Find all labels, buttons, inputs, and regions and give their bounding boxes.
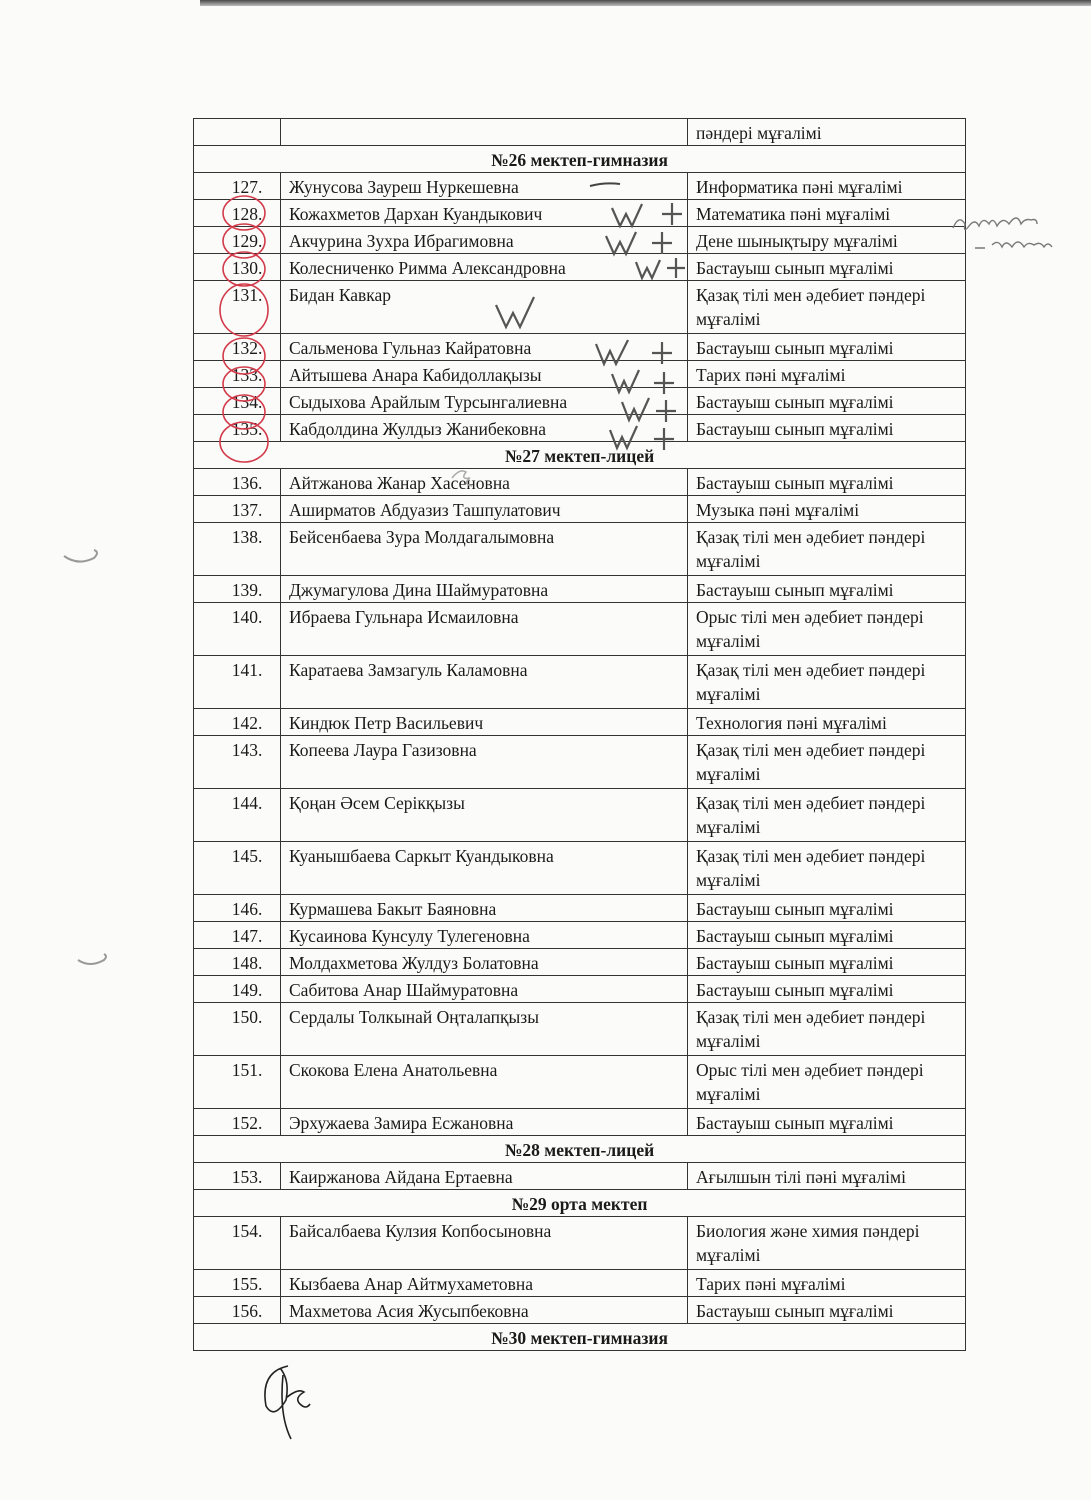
teacher-subject: Музыка пәні мұғалімі — [688, 496, 966, 523]
row-number: 146. — [194, 895, 281, 922]
teacher-name: Каратаева Замзагуль Каламовна — [281, 656, 688, 709]
teacher-subject: Тарих пәні мұғалімі — [688, 361, 966, 388]
row-number: 148. — [194, 949, 281, 976]
teacher-subject: Дене шынықтыру мұғалімі — [688, 227, 966, 254]
table-row — [194, 227, 966, 254]
table-row — [194, 1056, 966, 1109]
teacher-subject: Орыс тілі мен әдебиет пәндері мұғалімі — [688, 603, 966, 656]
row-number: 145. — [194, 842, 281, 895]
row-number: 127. — [194, 173, 281, 200]
teacher-name: Қоңан Әсем Серікқызы — [281, 789, 688, 842]
teacher-subject: Бастауыш сынып мұғалімі — [688, 415, 966, 442]
teacher-subject: Бастауыш сынып мұғалімі — [688, 254, 966, 281]
table-row — [194, 1297, 966, 1324]
row-number: 139. — [194, 576, 281, 603]
table-row — [194, 1270, 966, 1297]
table-row — [194, 173, 966, 200]
teacher-subject: Тарих пәні мұғалімі — [688, 1270, 966, 1297]
school-title: №29 орта мектеп — [194, 1190, 966, 1217]
teacher-name: Сабитова Анар Шаймуратовна — [281, 976, 688, 1003]
row-number: 155. — [194, 1270, 281, 1297]
teacher-subject: Информатика пәні мұғалімі — [688, 173, 966, 200]
table-row — [194, 200, 966, 227]
teacher-name: Колесниченко Римма Александровна — [281, 254, 688, 281]
row-number: 137. — [194, 496, 281, 523]
row-number: 128. — [194, 200, 281, 227]
table-row — [194, 922, 966, 949]
teacher-subject: Бастауыш сынып мұғалімі — [688, 895, 966, 922]
table-row — [194, 415, 966, 442]
row-number: 136. — [194, 469, 281, 496]
school-header-row — [194, 1324, 966, 1351]
teacher-subject: Бастауыш сынып мұғалімі — [688, 388, 966, 415]
row-number: 149. — [194, 976, 281, 1003]
teacher-name: Сальменова Гульназ Кайратовна — [281, 334, 688, 361]
school-header-row — [194, 1190, 966, 1217]
table-row — [194, 976, 966, 1003]
table-row — [194, 1217, 966, 1270]
school-header-row — [194, 442, 966, 469]
row-number: 156. — [194, 1297, 281, 1324]
school-title: №30 мектеп-гимназия — [194, 1324, 966, 1351]
row-number: 130. — [194, 254, 281, 281]
row-number: 141. — [194, 656, 281, 709]
row-number — [194, 119, 281, 146]
table-row — [194, 388, 966, 415]
punch-hole-mark — [78, 954, 106, 964]
punch-hole-mark — [64, 550, 97, 562]
teacher-subject: Бастауыш сынып мұғалімі — [688, 334, 966, 361]
teacher-name: Бидан Кавкар — [281, 281, 688, 334]
table-row — [194, 469, 966, 496]
teacher-name: Кызбаева Анар Айтмухаметовна — [281, 1270, 688, 1297]
table-row — [194, 949, 966, 976]
row-number: 135. — [194, 415, 281, 442]
teacher-name: Сыдыхова Арайлым Турсынгалиевна — [281, 388, 688, 415]
teacher-subject: Ағылшын тілі пәні мұғалімі — [688, 1163, 966, 1190]
table-row — [194, 496, 966, 523]
teacher-subject: Қазақ тілі мен әдебиет пәндері мұғалімі — [688, 656, 966, 709]
teacher-subject: Технология пәні мұғалімі — [688, 709, 966, 736]
teacher-subject: пәндері мұғалімі — [688, 119, 966, 146]
row-number: 143. — [194, 736, 281, 789]
teacher-name: Акчурина Зухра Ибрагимовна — [281, 227, 688, 254]
row-number: 147. — [194, 922, 281, 949]
school-title: №28 мектеп-лицей — [194, 1136, 966, 1163]
table-row — [194, 656, 966, 709]
teacher-subject: Бастауыш сынып мұғалімі — [688, 949, 966, 976]
school-title: №27 мектеп-лицей — [194, 442, 966, 469]
teacher-name: Кусаинова Кунсулу Тулегеновна — [281, 922, 688, 949]
table-row — [194, 281, 966, 334]
teacher-name: Куанышбаева Саркыт Куандыковна — [281, 842, 688, 895]
teacher-subject: Қазақ тілі мен әдебиет пәндері мұғалімі — [688, 736, 966, 789]
teacher-subject: Қазақ тілі мен әдебиет пәндері мұғалімі — [688, 842, 966, 895]
teacher-name: Эрхужаева Замира Есжановна — [281, 1109, 688, 1136]
teacher-name: Аширматов Абдуазиз Ташпулатович — [281, 496, 688, 523]
teacher-subject: Математика пәні мұғалімі — [688, 200, 966, 227]
teacher-name: Курмашева Бакыт Баяновна — [281, 895, 688, 922]
table-row — [194, 254, 966, 281]
table-row — [194, 1109, 966, 1136]
teacher-subject: Биология және химия пәндері мұғалімі — [688, 1217, 966, 1270]
teacher-name: Бейсенбаева Зура Молдагалымовна — [281, 523, 688, 576]
table-row — [194, 1003, 966, 1056]
table-row — [194, 576, 966, 603]
teacher-subject: Бастауыш сынып мұғалімі — [688, 976, 966, 1003]
teacher-name: Байсалбаева Кулзия Копбосыновна — [281, 1217, 688, 1270]
teacher-name: Скокова Елена Анатольевна — [281, 1056, 688, 1109]
row-number: 129. — [194, 227, 281, 254]
margin-note-handwriting — [953, 218, 1052, 248]
teacher-name: Киндюк Петр Васильевич — [281, 709, 688, 736]
teacher-subject: Бастауыш сынып мұғалімі — [688, 576, 966, 603]
table-row — [194, 523, 966, 576]
teacher-name: Айтжанова Жанар Хасеновна — [281, 469, 688, 496]
teacher-list-body — [194, 119, 966, 1351]
teacher-list-table — [193, 118, 966, 1351]
teacher-name: Молдахметова Жулдуз Болатовна — [281, 949, 688, 976]
row-number: 131. — [194, 281, 281, 334]
row-number: 151. — [194, 1056, 281, 1109]
table-row — [194, 603, 966, 656]
teacher-name: Сердалы Толкынай Оңталапқызы — [281, 1003, 688, 1056]
table-row — [194, 789, 966, 842]
teacher-name — [281, 119, 688, 146]
teacher-name: Айтышева Анара Кабидоллақызы — [281, 361, 688, 388]
teacher-subject: Бастауыш сынып мұғалімі — [688, 922, 966, 949]
teacher-name: Каиржанова Айдана Ертаевна — [281, 1163, 688, 1190]
table-row — [194, 334, 966, 361]
scan-top-edge — [200, 0, 1091, 6]
teacher-name: Махметова Асия Жусыпбековна — [281, 1297, 688, 1324]
row-number: 150. — [194, 1003, 281, 1056]
table-row — [194, 361, 966, 388]
teacher-subject: Бастауыш сынып мұғалімі — [688, 1297, 966, 1324]
table-row — [194, 736, 966, 789]
teacher-name: Кожахметов Дархан Куандыкович — [281, 200, 688, 227]
signature-mark — [265, 1366, 310, 1439]
table-row — [194, 1163, 966, 1190]
row-number: 144. — [194, 789, 281, 842]
teacher-subject: Қазақ тілі мен әдебиет пәндері мұғалімі — [688, 1003, 966, 1056]
row-number: 138. — [194, 523, 281, 576]
row-number: 152. — [194, 1109, 281, 1136]
row-number: 134. — [194, 388, 281, 415]
table-row — [194, 895, 966, 922]
teacher-name: Кабдолдина Жулдыз Жанибековна — [281, 415, 688, 442]
teacher-subject: Қазақ тілі мен әдебиет пәндері мұғалімі — [688, 523, 966, 576]
row-number: 154. — [194, 1217, 281, 1270]
row-number: 140. — [194, 603, 281, 656]
row-number: 153. — [194, 1163, 281, 1190]
table-row — [194, 842, 966, 895]
row-number: 132. — [194, 334, 281, 361]
school-title: №26 мектеп-гимназия — [194, 146, 966, 173]
teacher-name: Ибраева Гульнара Исмаиловна — [281, 603, 688, 656]
row-number: 133. — [194, 361, 281, 388]
school-header-row — [194, 1136, 966, 1163]
teacher-name: Джумагулова Дина Шаймуратовна — [281, 576, 688, 603]
row-number: 142. — [194, 709, 281, 736]
table-row-continuation — [194, 119, 966, 146]
teacher-subject: Қазақ тілі мен әдебиет пәндері мұғалімі — [688, 281, 966, 334]
teacher-subject: Орыс тілі мен әдебиет пәндері мұғалімі — [688, 1056, 966, 1109]
teacher-subject: Қазақ тілі мен әдебиет пәндері мұғалімі — [688, 789, 966, 842]
teacher-subject: Бастауыш сынып мұғалімі — [688, 469, 966, 496]
teacher-subject: Бастауыш сынып мұғалімі — [688, 1109, 966, 1136]
table-row — [194, 709, 966, 736]
school-header-row — [194, 146, 966, 173]
teacher-name: Копеева Лаура Газизовна — [281, 736, 688, 789]
teacher-name: Жунусова Зауреш Нуркешевна — [281, 173, 688, 200]
